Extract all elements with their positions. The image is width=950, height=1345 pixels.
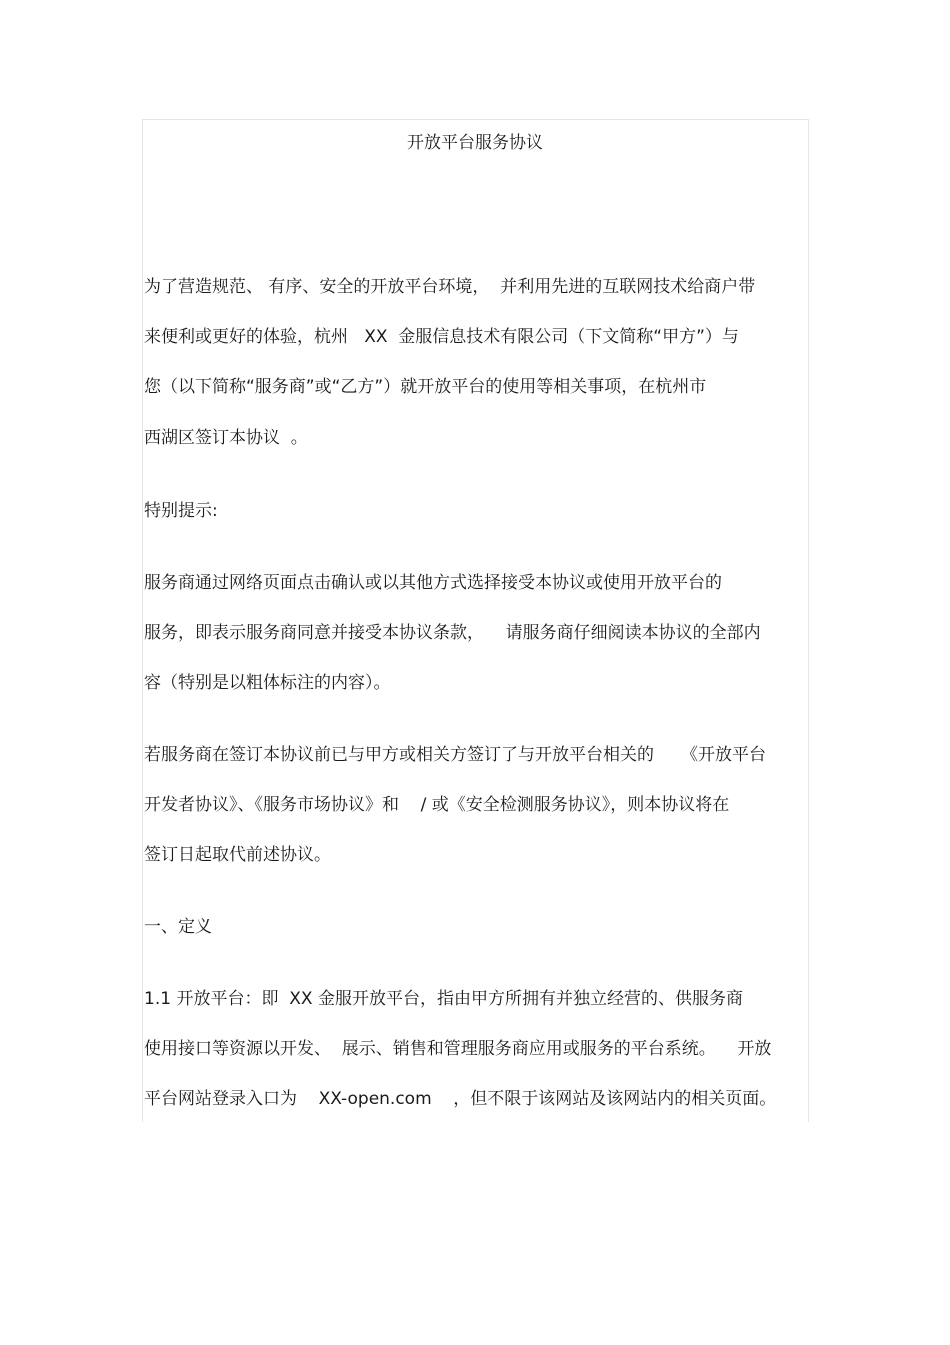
prior-line-1: 若服务商在签订本协议前已与甲方或相关方签订了与开放平台相关的 《开放平台 [144,745,767,765]
notice-heading: 特别提示: [144,501,218,521]
notice-line-3: 容（特别是以粗体标注的内容）。 [144,673,391,693]
intro-line-4: 西湖区签订本协议 。 [144,428,308,448]
notice-line-1: 服务商通过网络页面点击确认或以其他方式选择接受本协议或使用开放平台的 [144,573,722,593]
document-title: 开放平台服务协议 [407,133,543,153]
definition-line-1: 1.1 开放平台：即 XX 金服开放平台，指由甲方所拥有并独立经营的、供服务商 [144,989,743,1009]
intro-line-3: 您（以下简称“服务商”或“乙方”）就开放平台的使用等相关事项，在杭州市 [144,377,707,397]
notice-line-2: 服务，即表示服务商同意并接受本协议条款， 请服务商仔细阅读本协议的全部内 [144,623,761,643]
intro-line-1: 为了营造规范、 有序、安全的开放平台环境， 并利用先进的互联网技术给商户带 [144,277,756,297]
prior-line-2: 开发者协议》、《服务市场协议》和 / 或《安全检测服务协议》，则本协议将在 [144,795,730,815]
intro-line-2: 来便利或更好的体验，杭州 XX 金服信息技术有限公司（下文简称“甲方”）与 [144,327,739,347]
definition-line-3: 平台网站登录入口为 XX-open.com ，但不限于该网站及该网站内的相关页面。 [144,1089,777,1109]
prior-line-3: 签订日起取代前述协议。 [144,845,331,865]
definition-line-2: 使用接口等资源以开发、 展示、销售和管理服务商应用或服务的平台系统。 开放 [144,1039,772,1059]
section-heading: 一、定义 [144,917,212,937]
